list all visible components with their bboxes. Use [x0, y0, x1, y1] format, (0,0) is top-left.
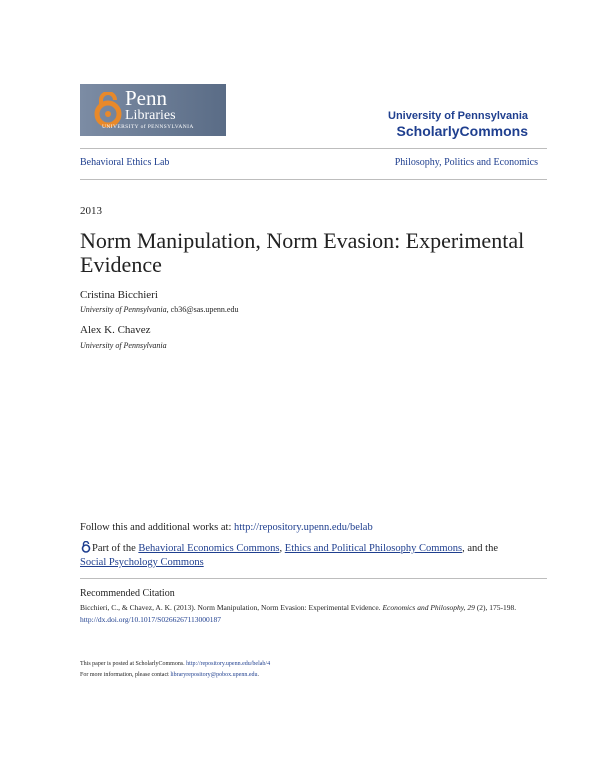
separator: , and the: [462, 543, 498, 554]
penn-libraries-logo: [80, 84, 226, 136]
author-email[interactable]: , cb36@sas.upenn.edu: [166, 305, 239, 314]
commons-link-social-psychology[interactable]: Social Psychology Commons: [80, 557, 204, 568]
part-of-line: [80, 541, 547, 570]
citation-pages: (2), 175-198.: [474, 603, 517, 612]
open-access-icon: [80, 541, 92, 553]
follow-line: [80, 522, 373, 533]
citation-body: Bicchieri, C., & Chavez, A. K. (2013). Norm Manipulation, Norm Evasion: Experimental Evidence.: [80, 603, 383, 612]
follow-url-link[interactable]: http://repository.upenn.edu/belab: [234, 522, 373, 533]
citation-heading: Recommended Citation: [80, 588, 175, 599]
repository-name[interactable]: ScholarlyCommons: [396, 123, 528, 139]
divider-citation: [80, 578, 547, 579]
open-access-lock-icon: [90, 92, 126, 128]
footer-contact-end: .: [257, 672, 259, 678]
paper-title: Norm Manipulation, Norm Evasion: Experimental Evidence: [80, 228, 525, 277]
footer-posted: [80, 661, 270, 667]
commons-link-behavioral-economics[interactable]: Behavioral Economics Commons: [138, 543, 280, 554]
institution-name[interactable]: University of Pennsylvania: [388, 110, 528, 122]
divider-top: [80, 148, 547, 149]
footer-contact: [80, 672, 259, 678]
follow-text: Follow this and additional works at:: [80, 522, 234, 533]
footer-contact-text: For more information, please contact: [80, 672, 171, 678]
logo-word-libraries: Libraries: [125, 108, 176, 123]
footer-posted-text: This paper is posted at ScholarlyCommons.: [80, 661, 187, 667]
separator: ,: [279, 543, 285, 554]
footer-paper-link[interactable]: http://repository.upenn.edu/belab/4: [186, 661, 271, 667]
divider-nav: [80, 179, 547, 180]
nav-link-belab[interactable]: Behavioral Ethics Lab: [80, 157, 170, 168]
citation-doi-link[interactable]: http://dx.doi.org/10.1017/S0266267113000187: [80, 615, 222, 624]
affiliation-text: University of Pennsylvania: [80, 305, 167, 314]
logo-tagline: UNIVERSITY of PENNSYLVANIA: [102, 124, 194, 130]
author-name: Alex K. Chavez: [80, 324, 151, 336]
nav-link-ppe[interactable]: Philosophy, Politics and Economics: [394, 157, 538, 168]
publication-year: 2013: [80, 205, 102, 217]
citation-text: [80, 602, 547, 626]
logo-word-penn: Penn: [125, 86, 167, 110]
footer-email-link[interactable]: libraryrepository@pobox.upenn.edu: [170, 672, 258, 678]
citation-journal: Economics and Philosophy, 29: [382, 603, 475, 612]
author-name: Cristina Bicchieri: [80, 289, 158, 301]
author-affiliation: University of Pennsylvania: [80, 341, 167, 350]
part-of-prefix: Part of the: [92, 543, 139, 554]
commons-link-ethics[interactable]: Ethics and Political Philosophy Commons: [284, 543, 463, 554]
author-affiliation: [80, 305, 238, 314]
